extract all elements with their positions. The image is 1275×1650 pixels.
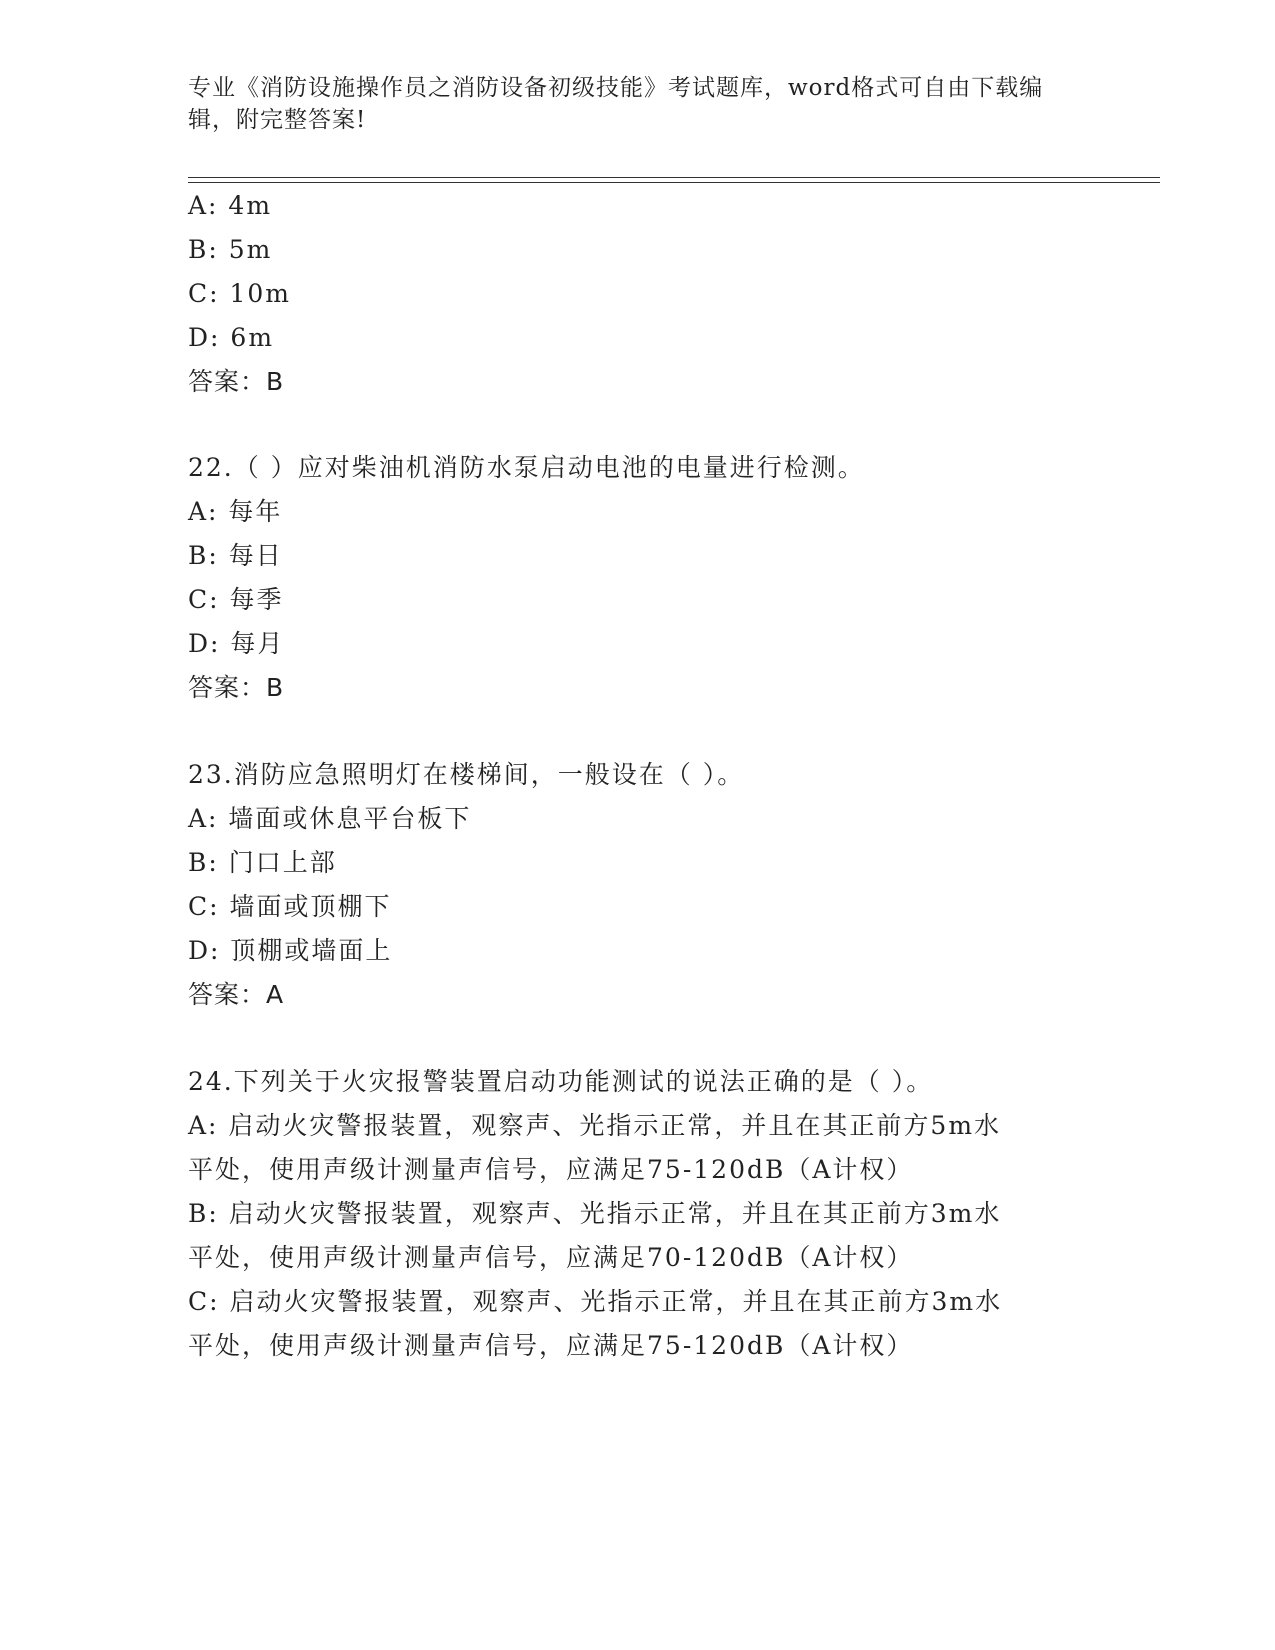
header-divider-bottom [188, 182, 1160, 183]
q22-answer: 答案：B [188, 673, 285, 702]
q22-option-c: C: 每季 [188, 585, 284, 614]
q22-option-b: B: 每日 [188, 541, 283, 570]
q21-option-d: D: 6m [188, 323, 275, 352]
q23-option-b: B: 门口上部 [188, 848, 337, 877]
header-divider-top [188, 177, 1160, 178]
q24-option-b-line-2: 平处，使用声级计测量声信号，应满足70-120dB（A计权） [188, 1243, 914, 1272]
q21-option-a: A: 4m [188, 191, 273, 220]
q23-text: 23.消防应急照明灯在楼梯间，一般设在（ ）。 [188, 760, 745, 789]
q23-option-d: D: 顶棚或墙面上 [188, 936, 393, 965]
q22-option-d: D: 每月 [188, 629, 285, 658]
document-header [188, 72, 1088, 136]
q22-option-a: A: 每年 [188, 497, 283, 526]
q24-option-b-line-1: B: 启动火灾警报装置，观察声、光指示正常，并且在其正前方3m水 [188, 1199, 1002, 1228]
header-line-2: 辑，附完整答案! [188, 107, 367, 133]
q22-text: 22.（ ）应对柴油机消防水泵启动电池的电量进行检测。 [188, 453, 865, 482]
header-line-1: 专业《消防设施操作员之消防设备初级技能》考试题库，word格式可自由下载编 [188, 75, 1044, 101]
q21-option-c: C: 10m [188, 279, 292, 308]
q23-option-a: A: 墙面或休息平台板下 [188, 804, 472, 833]
q23-option-c: C: 墙面或顶棚下 [188, 892, 392, 921]
q24-option-a-line-2: 平处，使用声级计测量声信号，应满足75-120dB（A计权） [188, 1155, 914, 1184]
q24-text: 24.下列关于火灾报警装置启动功能测试的说法正确的是（ ）。 [188, 1067, 934, 1096]
q24-option-a-line-1: A: 启动火灾警报装置，观察声、光指示正常，并且在其正前方5m水 [188, 1111, 1002, 1140]
q21-option-b: B: 5m [188, 235, 273, 264]
q23-answer: 答案：A [188, 980, 285, 1009]
q21-answer: 答案：B [188, 367, 285, 396]
q24-option-c-line-2: 平处，使用声级计测量声信号，应满足75-120dB（A计权） [188, 1331, 914, 1360]
q24-option-c-line-1: C: 启动火灾警报装置，观察声、光指示正常，并且在其正前方3m水 [188, 1287, 1003, 1316]
